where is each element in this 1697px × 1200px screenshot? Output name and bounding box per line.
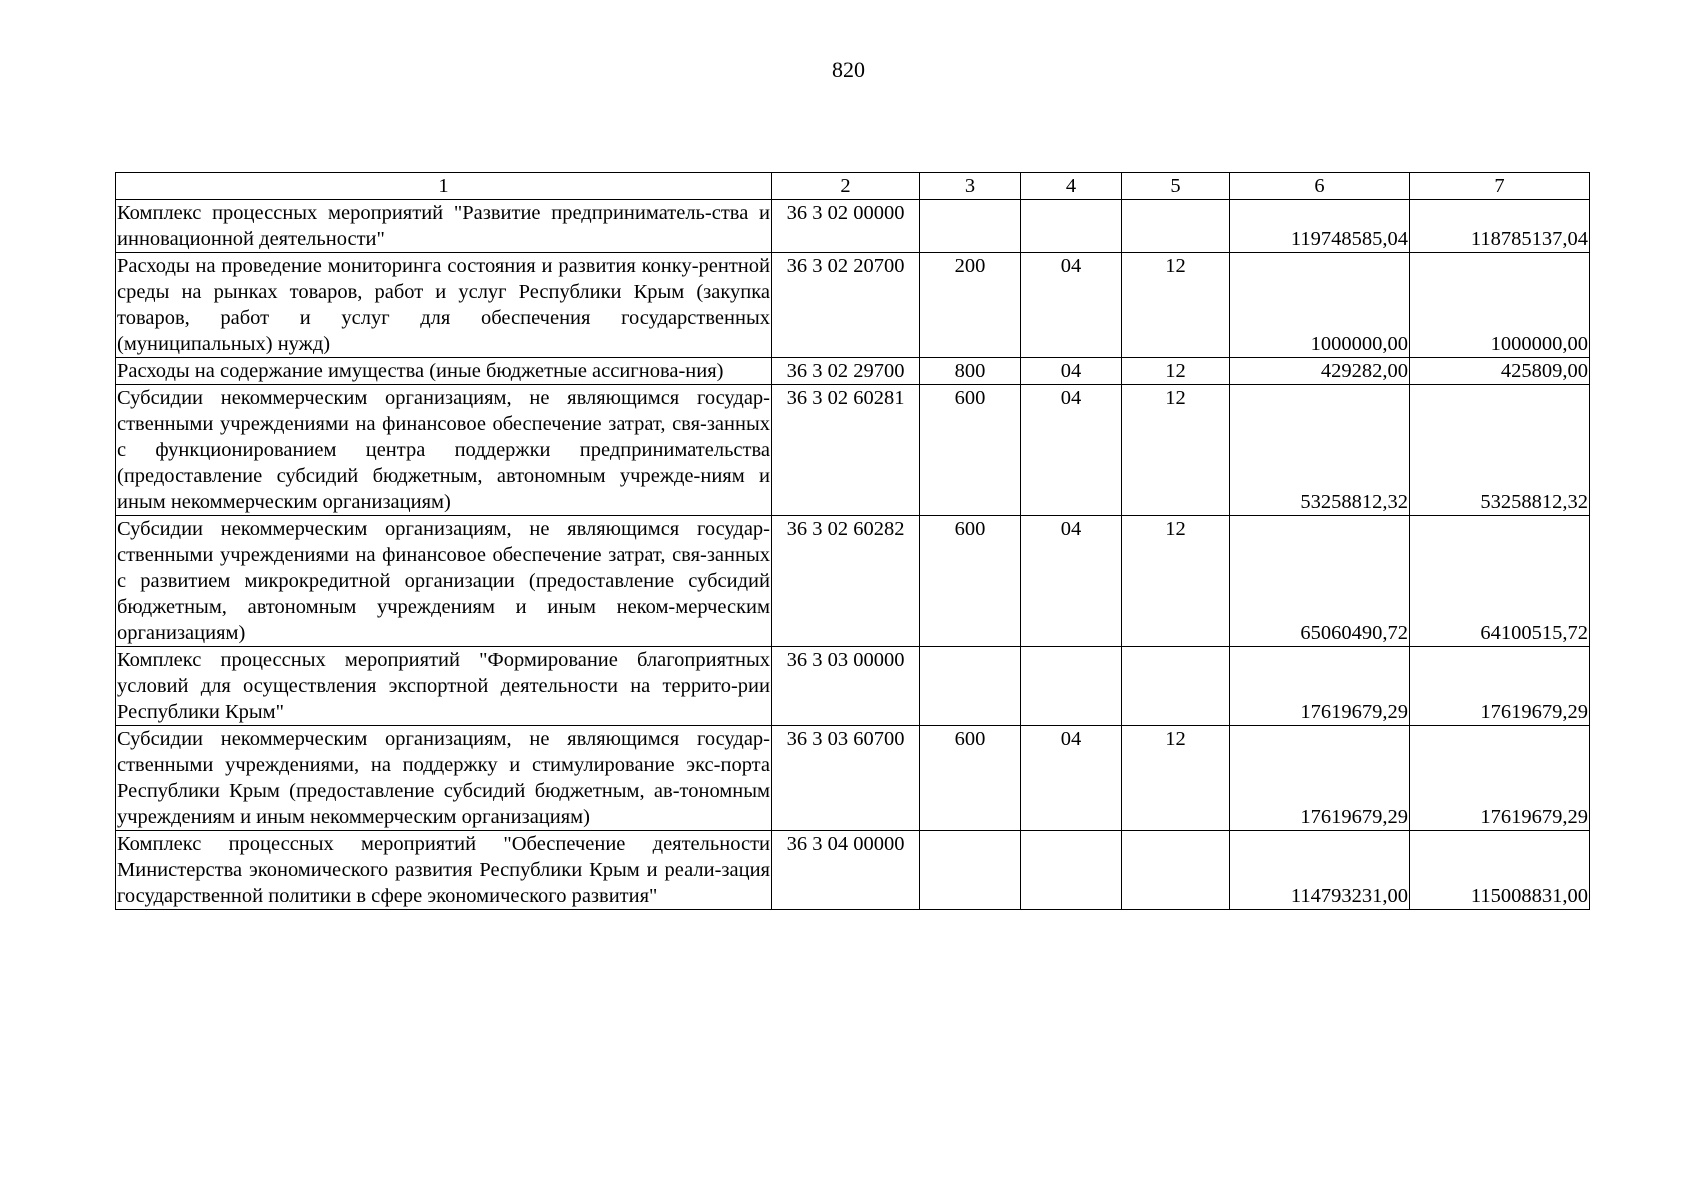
row-expense-type xyxy=(920,200,1021,253)
row-subsection xyxy=(1122,200,1230,253)
header-col-2: 2 xyxy=(772,173,920,200)
row-expense-type xyxy=(920,647,1021,726)
header-col-3: 3 xyxy=(920,173,1021,200)
row-amount-col7: 1000000,00 xyxy=(1410,253,1590,358)
header-col-6: 6 xyxy=(1230,173,1410,200)
row-target-article: 36 3 03 00000 xyxy=(772,647,920,726)
row-amount-col7: 17619679,29 xyxy=(1410,726,1590,831)
row-target-article: 36 3 02 60282 xyxy=(772,516,920,647)
table-row xyxy=(116,831,1590,910)
row-section xyxy=(1021,647,1122,726)
row-subsection: 12 xyxy=(1122,358,1230,385)
row-section: 04 xyxy=(1021,385,1122,516)
row-subsection: 12 xyxy=(1122,516,1230,647)
table-row xyxy=(116,726,1590,831)
row-name: Комплекс процессных мероприятий "Обеспечение деятельности Министерства экономического развития Республики Крым и реали-зация государственной политики в сфере экономического развития" xyxy=(116,831,772,910)
row-name: Субсидии некоммерческим организациям, не являющимся государ-ственными учреждениями, на поддержку и стимулирование экс-порта Республики Крым (предоставление субсидий бюджетным, ав-тономным учреждениям и иным некоммерческим организациям) xyxy=(116,726,772,831)
row-target-article: 36 3 03 60700 xyxy=(772,726,920,831)
row-amount-col6: 17619679,29 xyxy=(1230,726,1410,831)
row-expense-type: 600 xyxy=(920,726,1021,831)
row-amount-col6: 65060490,72 xyxy=(1230,516,1410,647)
row-subsection: 12 xyxy=(1122,253,1230,358)
table-row xyxy=(116,253,1590,358)
row-section: 04 xyxy=(1021,358,1122,385)
row-name: Комплекс процессных мероприятий "Формирование благоприятных условий для осуществления экспортной деятельности на террито-рии Республики Крым" xyxy=(116,647,772,726)
row-expense-type: 200 xyxy=(920,253,1021,358)
row-amount-col6: 429282,00 xyxy=(1230,358,1410,385)
row-section: 04 xyxy=(1021,516,1122,647)
row-amount-col6: 53258812,32 xyxy=(1230,385,1410,516)
header-col-4: 4 xyxy=(1021,173,1122,200)
table-row xyxy=(116,200,1590,253)
row-subsection xyxy=(1122,831,1230,910)
header-col-5: 5 xyxy=(1122,173,1230,200)
row-section xyxy=(1021,831,1122,910)
table-row xyxy=(116,647,1590,726)
row-target-article: 36 3 02 00000 xyxy=(772,200,920,253)
row-amount-col6: 114793231,00 xyxy=(1230,831,1410,910)
header-col-7: 7 xyxy=(1410,173,1590,200)
row-target-article: 36 3 04 00000 xyxy=(772,831,920,910)
page-number: 820 xyxy=(832,57,865,82)
budget-table xyxy=(115,172,1590,910)
row-subsection: 12 xyxy=(1122,726,1230,831)
row-name: Субсидии некоммерческим организациям, не являющимся государ-ственными учреждениями на финансовое обеспечение затрат, свя-занных с развитием микрокредитной организации (предоставление субсидий бюджетным, автономным учреждениям и иным неком-мерческим организациям) xyxy=(116,516,772,647)
row-amount-col7: 425809,00 xyxy=(1410,358,1590,385)
row-expense-type xyxy=(920,831,1021,910)
row-expense-type: 600 xyxy=(920,385,1021,516)
row-name: Субсидии некоммерческим организациям, не являющимся государ-ственными учреждениями на финансовое обеспечение затрат, свя-занных с функционированием центра поддержки предпринимательства (предоставление субсидий бюджетным, автономным учрежде-ниям и иным некоммерческим организациям) xyxy=(116,385,772,516)
row-amount-col6: 17619679,29 xyxy=(1230,647,1410,726)
row-subsection xyxy=(1122,647,1230,726)
table-row xyxy=(116,516,1590,647)
row-amount-col7: 118785137,04 xyxy=(1410,200,1590,253)
row-amount-col7: 53258812,32 xyxy=(1410,385,1590,516)
row-name: Комплекс процессных мероприятий "Развитие предприниматель-ства и инновационной деятельности" xyxy=(116,200,772,253)
row-amount-col7: 115008831,00 xyxy=(1410,831,1590,910)
row-amount-col7: 17619679,29 xyxy=(1410,647,1590,726)
row-target-article: 36 3 02 60281 xyxy=(772,385,920,516)
row-amount-col7: 64100515,72 xyxy=(1410,516,1590,647)
row-expense-type: 600 xyxy=(920,516,1021,647)
row-section: 04 xyxy=(1021,253,1122,358)
row-section xyxy=(1021,200,1122,253)
row-target-article: 36 3 02 20700 xyxy=(772,253,920,358)
row-section: 04 xyxy=(1021,726,1122,831)
table-row xyxy=(116,385,1590,516)
row-expense-type: 800 xyxy=(920,358,1021,385)
row-amount-col6: 119748585,04 xyxy=(1230,200,1410,253)
row-subsection: 12 xyxy=(1122,385,1230,516)
row-name: Расходы на содержание имущества (иные бюджетные ассигнова-ния) xyxy=(116,358,772,385)
row-amount-col6: 1000000,00 xyxy=(1230,253,1410,358)
row-target-article: 36 3 02 29700 xyxy=(772,358,920,385)
header-col-1: 1 xyxy=(116,173,772,200)
header-row xyxy=(116,173,1590,200)
table-row xyxy=(116,358,1590,385)
row-name: Расходы на проведение мониторинга состояния и развития конку-рентной среды на рынках товаров, работ и услуг Республики Крым (закупка товаров, работ и услуг для обеспечения государственных (муниципальных) нужд) xyxy=(116,253,772,358)
